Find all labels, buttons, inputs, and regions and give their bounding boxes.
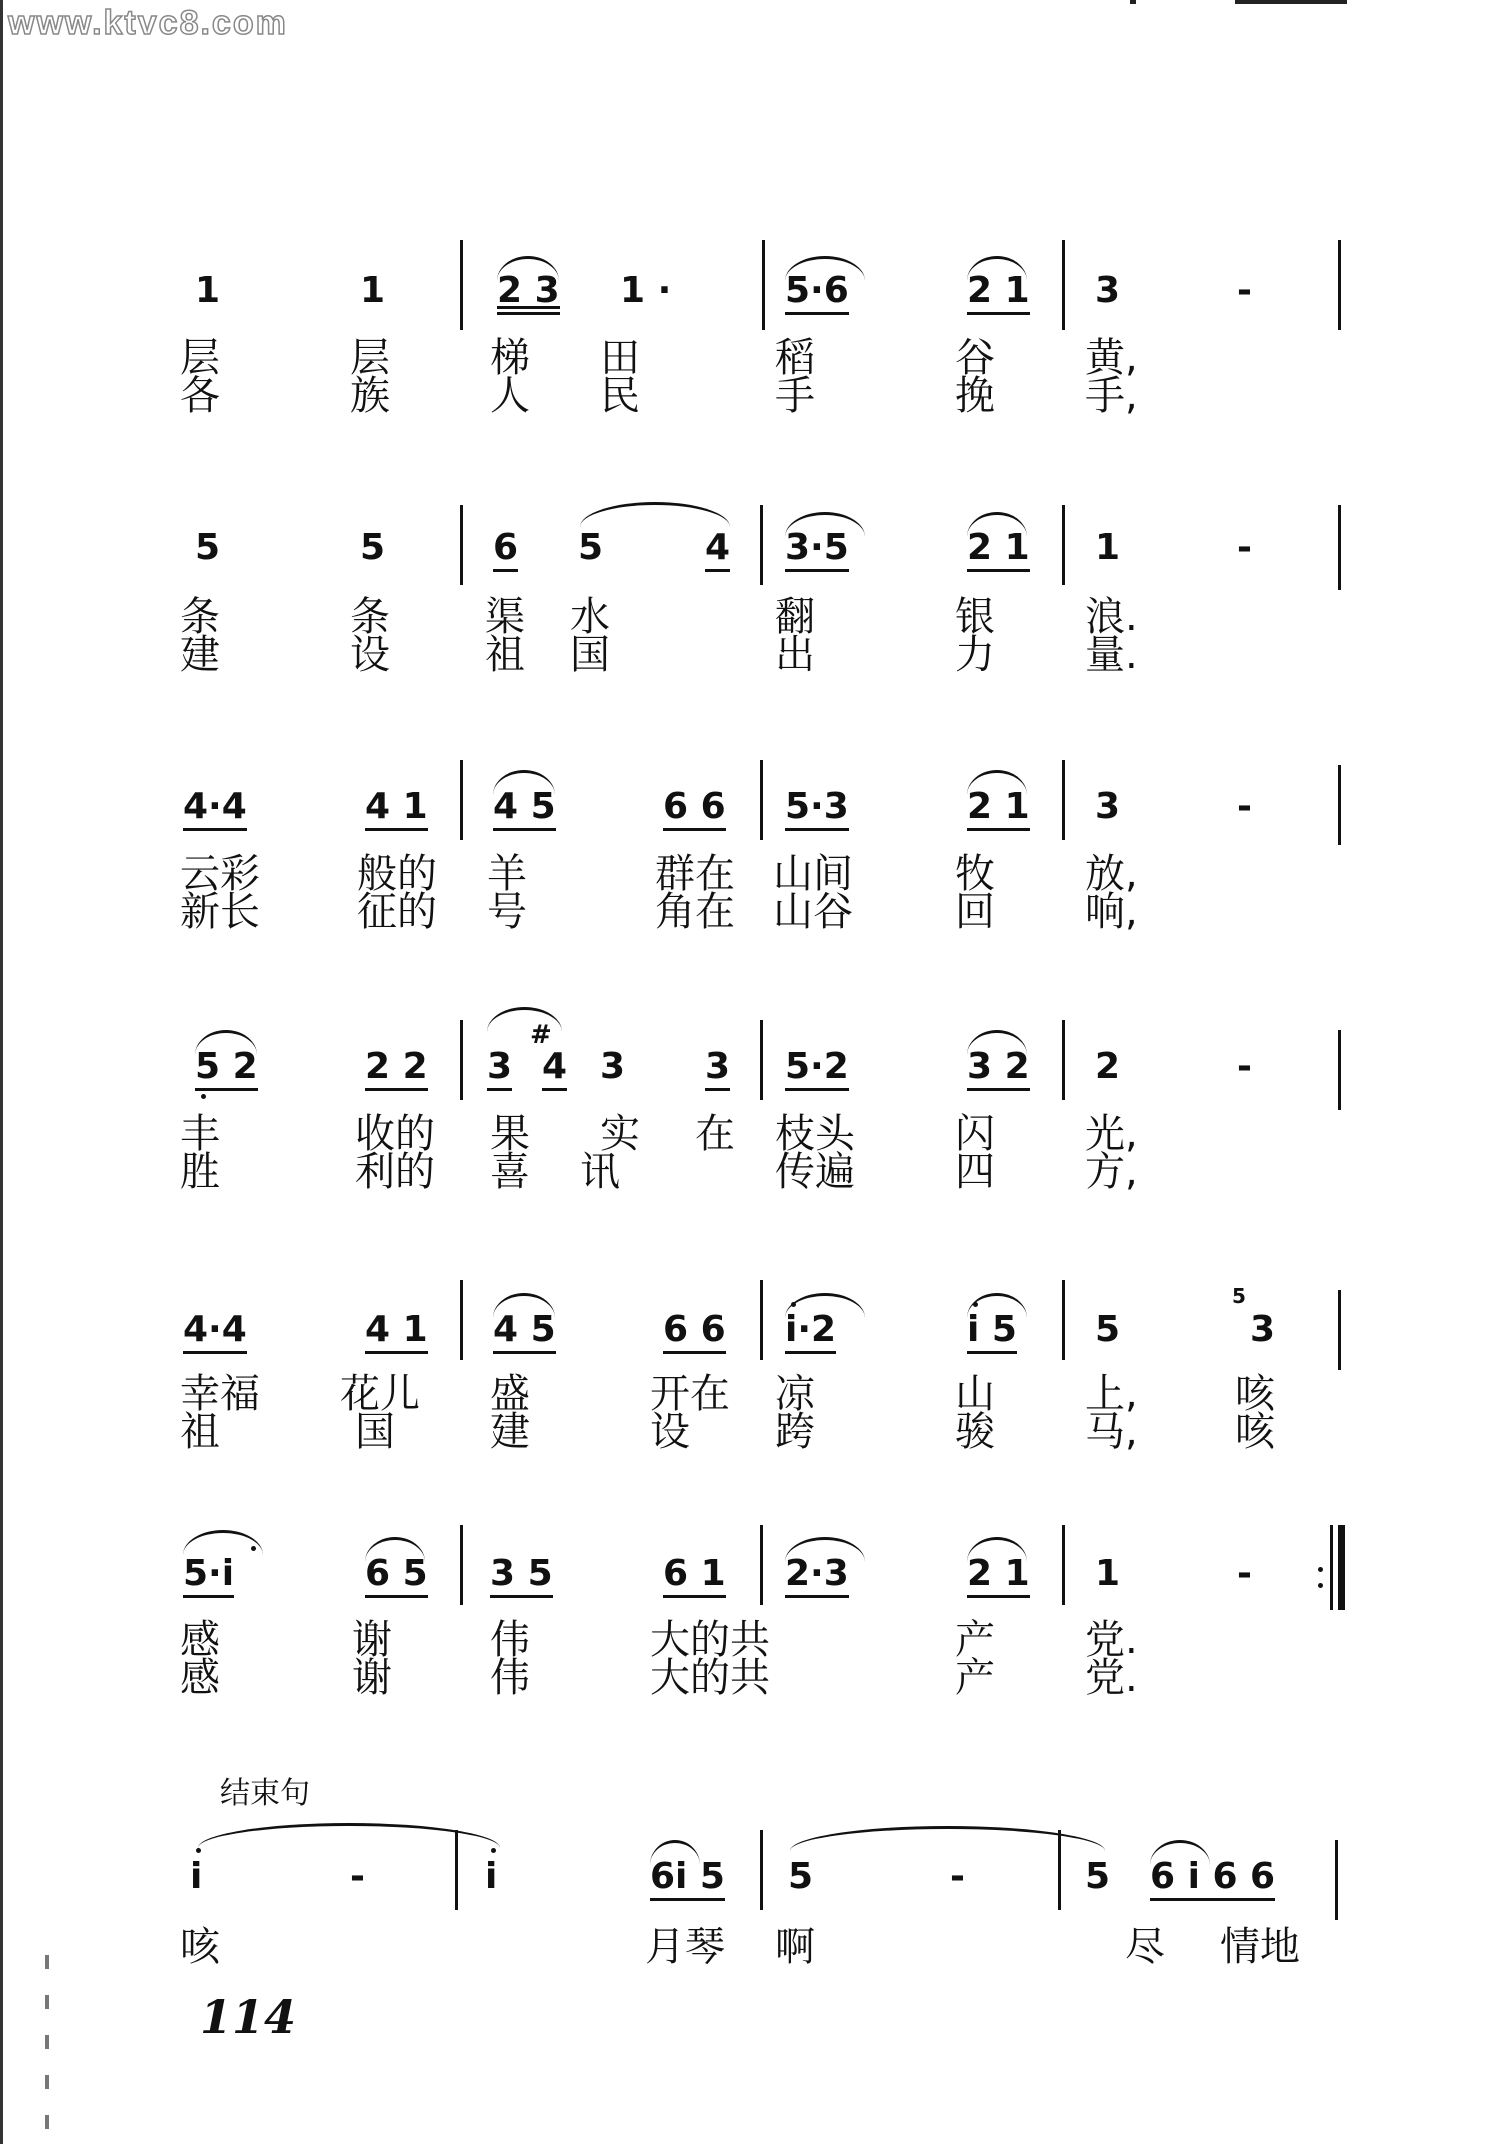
lyric: 田 bbox=[600, 335, 640, 381]
note: 2 1 bbox=[967, 1554, 1030, 1598]
barline bbox=[460, 240, 463, 330]
lyric: 挽 bbox=[955, 373, 995, 419]
lyric: 建 bbox=[180, 632, 220, 678]
lyric: 人 bbox=[490, 373, 530, 419]
lyric: 谷 bbox=[955, 335, 995, 381]
note: 5 bbox=[578, 527, 604, 568]
lyric: 般的 bbox=[357, 851, 437, 897]
lyric: 祖 bbox=[485, 632, 525, 678]
lyric: 云彩 bbox=[180, 851, 260, 897]
repeat-dot bbox=[1318, 1583, 1323, 1588]
barline bbox=[460, 505, 463, 585]
lyric: 条 bbox=[350, 594, 390, 640]
lyric: 国 bbox=[355, 1409, 395, 1455]
barline bbox=[1058, 1830, 1061, 1910]
lyric: 祖 bbox=[180, 1409, 220, 1455]
sharp-sign: # bbox=[530, 1020, 552, 1050]
grace-note: 5 bbox=[1232, 1284, 1246, 1308]
lyric: 咳 bbox=[1235, 1409, 1275, 1455]
lyric: 新长 bbox=[180, 889, 260, 935]
barline bbox=[760, 1830, 763, 1910]
lyric: 传遍 bbox=[775, 1149, 855, 1195]
lyric: 咳 bbox=[180, 1924, 220, 1970]
note: 5 bbox=[788, 1856, 814, 1897]
lyric: 回 bbox=[955, 889, 995, 935]
note: 6 1 bbox=[663, 1554, 726, 1598]
note: 2 2 bbox=[365, 1047, 428, 1091]
lyric: 伟 bbox=[490, 1655, 530, 1701]
lyric: 咳 bbox=[1235, 1371, 1275, 1417]
note: 6i 5 bbox=[650, 1857, 725, 1901]
lyric: 响, bbox=[1085, 889, 1138, 935]
lyric: 黄, bbox=[1085, 335, 1138, 381]
barline bbox=[1338, 1290, 1341, 1370]
note: 5·6 bbox=[785, 271, 849, 315]
lyric: 胜 bbox=[180, 1149, 220, 1195]
lyric: 水 bbox=[570, 594, 610, 640]
note: 3 2 bbox=[967, 1047, 1030, 1091]
lyric: 渠 bbox=[485, 594, 525, 640]
barline bbox=[460, 760, 463, 840]
note: 4 bbox=[705, 528, 730, 572]
lyric: 在 bbox=[695, 1111, 735, 1157]
note: 3 bbox=[1250, 1309, 1276, 1350]
slur bbox=[183, 1530, 263, 1555]
note: 1 · bbox=[620, 270, 672, 311]
note: 3 bbox=[600, 1046, 626, 1087]
lyric: 马, bbox=[1085, 1409, 1138, 1455]
lyric: 感 bbox=[180, 1655, 220, 1701]
note: 2 1 bbox=[967, 528, 1030, 572]
lyric: 山 bbox=[955, 1371, 995, 1417]
note: 3 bbox=[487, 1047, 512, 1091]
lyric: 族 bbox=[350, 373, 390, 419]
repeat-end-barline bbox=[1338, 1525, 1345, 1610]
lyric: 党. bbox=[1085, 1655, 1138, 1701]
lyric: 稻 bbox=[775, 335, 815, 381]
note: 6 bbox=[493, 528, 518, 572]
barline bbox=[1062, 505, 1065, 585]
note: 1 bbox=[1095, 1553, 1121, 1594]
lyric: 出 bbox=[775, 632, 815, 678]
note: 5 bbox=[195, 527, 221, 568]
note: 3·5 bbox=[785, 528, 849, 572]
barline bbox=[1338, 1030, 1341, 1110]
margin-mark bbox=[45, 2115, 49, 2129]
barline bbox=[1330, 1525, 1333, 1610]
high-octave-dot bbox=[973, 1302, 978, 1307]
page-edge bbox=[0, 0, 3, 2144]
barline bbox=[760, 760, 763, 840]
barline bbox=[455, 1830, 458, 1910]
note: - bbox=[1237, 527, 1252, 568]
note: i·2 bbox=[785, 1310, 836, 1354]
margin-mark bbox=[45, 2075, 49, 2089]
lyric: 啊 bbox=[775, 1924, 815, 1970]
note: 2 3 bbox=[497, 270, 560, 311]
top-mark bbox=[1235, 0, 1347, 4]
note: - bbox=[1237, 1046, 1252, 1087]
lyric: 丰 bbox=[180, 1111, 220, 1157]
margin-mark bbox=[45, 1995, 49, 2009]
lyric: 光, bbox=[1085, 1111, 1138, 1157]
barline bbox=[1062, 1280, 1065, 1360]
barline bbox=[760, 1020, 763, 1100]
barline bbox=[1062, 1525, 1065, 1605]
barline bbox=[460, 1020, 463, 1100]
repeat-dot bbox=[1318, 1567, 1323, 1572]
lyric: 喜 bbox=[490, 1149, 530, 1195]
barline bbox=[1062, 760, 1065, 840]
note: 4 5 bbox=[493, 787, 556, 831]
lyric: 条 bbox=[180, 594, 220, 640]
lyric: 角在 bbox=[655, 889, 735, 935]
note: 5·2 bbox=[785, 1047, 849, 1091]
lyric: 层 bbox=[350, 335, 390, 381]
barline bbox=[760, 1525, 763, 1605]
lyric: 感 bbox=[180, 1617, 220, 1663]
lyric: 设 bbox=[650, 1409, 690, 1455]
lyric: 羊 bbox=[487, 851, 527, 897]
lyric: 放, bbox=[1085, 851, 1138, 897]
high-octave-dot bbox=[491, 1848, 496, 1853]
low-octave-dot bbox=[201, 1094, 206, 1099]
barline bbox=[762, 240, 765, 330]
ending-label: 结束句 bbox=[220, 1776, 310, 1811]
lyric: 上, bbox=[1085, 1371, 1138, 1417]
note: 1 bbox=[1095, 527, 1121, 568]
lyric: 伟 bbox=[490, 1617, 530, 1663]
lyric: 实 bbox=[600, 1111, 640, 1157]
page-number: 114 bbox=[200, 1990, 297, 2044]
note: 2 1 bbox=[967, 787, 1030, 831]
lyric: 幸福 bbox=[180, 1371, 260, 1417]
note: 5 bbox=[360, 527, 386, 568]
lyric: 大的共 bbox=[650, 1655, 770, 1701]
lyric: 国 bbox=[570, 632, 610, 678]
margin-mark bbox=[45, 1955, 49, 1969]
lyric: 手 bbox=[775, 373, 815, 419]
lyric: 大的共 bbox=[650, 1617, 770, 1663]
lyric: 建 bbox=[490, 1409, 530, 1455]
note: 4·4 bbox=[183, 1310, 247, 1354]
note: 6 6 bbox=[663, 1310, 726, 1354]
barline bbox=[1338, 505, 1341, 590]
note: 3 5 bbox=[490, 1554, 553, 1598]
note: 3 bbox=[1095, 786, 1121, 827]
high-octave-dot bbox=[791, 1302, 796, 1307]
lyric: 设 bbox=[350, 632, 390, 678]
barline bbox=[1335, 1840, 1338, 1920]
barline bbox=[1062, 1020, 1065, 1100]
note: 3 bbox=[705, 1047, 730, 1091]
lyric: 党. bbox=[1085, 1617, 1138, 1663]
barline bbox=[460, 1280, 463, 1360]
barline bbox=[460, 1525, 463, 1605]
lyric: 浪. bbox=[1085, 594, 1138, 640]
note: 6 5 bbox=[365, 1554, 428, 1598]
lyric: 四 bbox=[955, 1149, 995, 1195]
note: 5 bbox=[1095, 1309, 1121, 1350]
note: 6 i 6 6 bbox=[1150, 1857, 1275, 1901]
lyric: 产 bbox=[955, 1617, 995, 1663]
lyric: 枝头 bbox=[775, 1111, 855, 1157]
lyric: 银 bbox=[955, 594, 995, 640]
note: 4·4 bbox=[183, 787, 247, 831]
lyric: 开在 bbox=[650, 1371, 730, 1417]
lyric: 方, bbox=[1085, 1149, 1138, 1195]
barline bbox=[760, 505, 763, 585]
note: 1 bbox=[360, 270, 386, 311]
note: i 5 bbox=[967, 1310, 1017, 1354]
note: 1 bbox=[195, 270, 221, 311]
lyric: 征的 bbox=[357, 889, 437, 935]
top-mark bbox=[1130, 0, 1136, 4]
note: 2 1 bbox=[967, 271, 1030, 315]
barline bbox=[1338, 765, 1341, 845]
slur bbox=[580, 502, 730, 527]
lyric: 量. bbox=[1085, 632, 1138, 678]
barline bbox=[760, 1280, 763, 1360]
lyric: 群在 bbox=[655, 851, 735, 897]
lyric: 情地 bbox=[1220, 1924, 1300, 1970]
note: - bbox=[950, 1856, 965, 1897]
lyric: 牧 bbox=[955, 851, 995, 897]
barline bbox=[1338, 240, 1341, 330]
lyric: 凉 bbox=[775, 1371, 815, 1417]
note: 4 1 bbox=[365, 787, 428, 831]
lyric: 尽 bbox=[1125, 1924, 1165, 1970]
note: 2·3 bbox=[785, 1554, 849, 1598]
note: 6 6 bbox=[663, 787, 726, 831]
watermark: www.ktvc8.com bbox=[8, 4, 288, 42]
lyric: 讯 bbox=[580, 1149, 620, 1195]
note: - bbox=[1237, 270, 1252, 311]
note: 3 bbox=[1095, 270, 1121, 311]
note: 5·i bbox=[183, 1554, 234, 1598]
lyric: 收的 bbox=[355, 1111, 435, 1157]
lyric: 花儿 bbox=[340, 1371, 420, 1417]
note: 5 bbox=[1085, 1856, 1111, 1897]
lyric: 各 bbox=[180, 373, 220, 419]
lyric: 盛 bbox=[490, 1371, 530, 1417]
lyric: 民 bbox=[600, 373, 640, 419]
lyric: 闪 bbox=[955, 1111, 995, 1157]
lyric: 山谷 bbox=[773, 889, 853, 935]
lyric: 跨 bbox=[775, 1409, 815, 1455]
lyric: 力 bbox=[955, 632, 995, 678]
note: 4 bbox=[542, 1047, 567, 1091]
note: - bbox=[350, 1856, 365, 1897]
note: 5 2 bbox=[195, 1047, 258, 1091]
note: i bbox=[485, 1856, 498, 1897]
margin-mark bbox=[45, 2035, 49, 2049]
high-octave-dot bbox=[196, 1848, 201, 1853]
lyric: 层 bbox=[180, 335, 220, 381]
lyric: 骏 bbox=[955, 1409, 995, 1455]
lyric: 山间 bbox=[773, 851, 853, 897]
note: 2 bbox=[1095, 1046, 1121, 1087]
lyric: 果 bbox=[490, 1111, 530, 1157]
note: - bbox=[1237, 786, 1252, 827]
lyric: 梯 bbox=[490, 335, 530, 381]
lyric: 手, bbox=[1085, 373, 1138, 419]
barline bbox=[1062, 240, 1065, 330]
note: - bbox=[1237, 1553, 1252, 1594]
note: 5·3 bbox=[785, 787, 849, 831]
lyric: 谢 bbox=[352, 1655, 392, 1701]
lyric: 谢 bbox=[352, 1617, 392, 1663]
lyric: 产 bbox=[955, 1655, 995, 1701]
note: 4 1 bbox=[365, 1310, 428, 1354]
lyric: 月琴 bbox=[645, 1924, 725, 1970]
lyric: 翻 bbox=[775, 594, 815, 640]
lyric: 利的 bbox=[355, 1149, 435, 1195]
note: 4 5 bbox=[493, 1310, 556, 1354]
high-octave-dot bbox=[251, 1546, 256, 1551]
note: i bbox=[190, 1856, 203, 1897]
lyric: 号 bbox=[487, 889, 527, 935]
